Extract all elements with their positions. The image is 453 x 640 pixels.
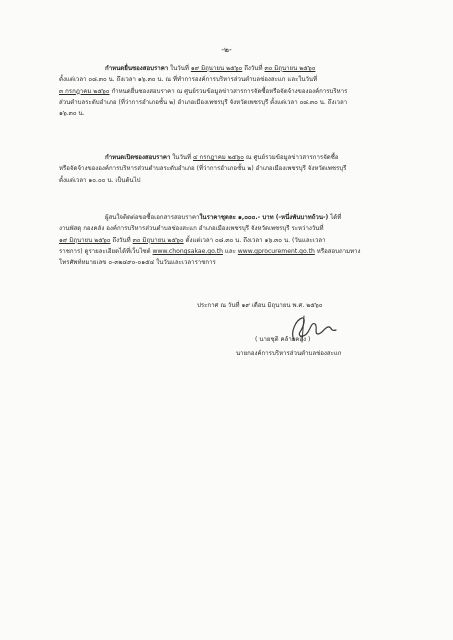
para1-date-end: ๓๐ มิถุนายน ๒๕๖๐ — [264, 65, 316, 72]
page-number: -๒- — [221, 45, 232, 54]
para3-line2: งานพัสดุ กองคลัง องค์การบริหารส่วนตำบลช่องสะแก อำเภอเมืองเพชรบุรี จังหวัดเพชรบุรี ระหว่างวันที่ — [59, 225, 324, 233]
para2-date-open: ๔ กรกฎาคม ๒๕๖๐ — [193, 154, 244, 161]
submission-schedule-paragraph — [59, 63, 404, 119]
para3-line1: ผู้สนใจติดต่อขอซื้อเอกสารสอบราคาในราคาชุดละ ๑,๐๐๐.- บาท (-หนึ่งพันบาทถ้วน-) ได้ที่ — [105, 214, 342, 221]
para1-date-submit: ๓ กรกฎาคม ๒๕๖๐ — [59, 87, 110, 95]
para3-line3: ๑๙ มิถุนายน ๒๕๖๐ ถึงวันที่ ๓๐ มิถุนายน ๒๕๖๐ ตั้งแต่เวลา ๐๘.๓๐ น. ถึงเวลา ๑๖.๓๐ น. (วันและเวลา — [59, 236, 326, 244]
para3-line4: ราชการ) ดูรายละเอียดได้ที่เว็บไซต์ www.chongsakae.go.th และ www.gprocurement.go.th หรือสอบถามทาง — [59, 247, 361, 255]
para2-heading: กำหนดเปิดซองสอบราคา — [105, 154, 171, 161]
para3-date-start: ๑๙ มิถุนายน ๒๕๖๐ — [59, 236, 111, 244]
para3-date-end: ๓๐ มิถุนายน ๒๕๖๐ — [132, 236, 184, 244]
document-purchase-paragraph — [59, 212, 404, 268]
para2-line2: หรือจัดจ้างขององค์การบริหารส่วนตำบลระดับอำเภอ (ที่ว่าการอำเภอชั้น ๒) อำเภอเมืองเพชรบุรี จังหวัดเพชรบุรี — [59, 165, 347, 173]
para1-date-start: ๑๙ มิถุนายน ๒๕๖๐ — [190, 65, 243, 72]
para1-line2: ตั้งแต่เวลา ๐๘.๓๐ น. ถึงเวลา ๑๖.๓๐ น. ณ ที่ทำการองค์การบริหารส่วนตำบลช่องสะแก และในวันที่ — [59, 76, 318, 84]
para2-line3: ตั้งแต่เวลา ๑๐.๐๐ น. เป็นต้นไป — [59, 176, 141, 184]
document-price: ในราคาชุดละ ๑,๐๐๐.- บาท (-หนึ่งพันบาทถ้วน-) — [199, 214, 329, 221]
para1-line3: ๓ กรกฎาคม ๒๕๖๐ กำหนดยื่นซองสอบราคา ณ ศูนย์รวมข้อมูลข่าวสารการจัดซื้อหรือจัดจ้างขององค์การบริหาร — [59, 87, 348, 95]
para3-line5: โทรศัพท์หมายเลข ๐-๓๒๔๙๐-๐๑๕๔ ในวันและเวลาราชการ — [59, 259, 216, 267]
para1-line4: ส่วนตำบลระดับอำเภอ (ที่ว่าการอำเภอชั้น ๒) อำเภอเมืองเพชรบุรี จังหวัดเพชรบุรี ตั้งแต่เวลา ๐๘.๓๐ น. ถึงเวลา — [59, 98, 348, 106]
website-link-chongsakae[interactable]: www.chongsakae.go.th — [152, 247, 223, 255]
para1-heading: กำหนดยื่นซองสอบราคา — [105, 65, 169, 72]
opening-schedule-paragraph — [59, 152, 404, 186]
website-link-gprocurement[interactable]: www.gprocurement.go.th — [237, 247, 315, 255]
document-page: -๒- กำหนดยื่นซองสอบราคา ในวันที่ ๑๙ มิถุนายน ๒๕๖๐ ถึงวันที่ ๓๐ มิถุนายน ๒๕๖๐ ตั้งแต่เวลา ๐๘.๓๐ น. ถึงเวลา ๑๖.๓๐ น. ณ ที่ทำการองค์การบริหารส่วนตำบลช่องสะแก และในวันที่ ๓ กรกฎาคม ๒๕๖๐ กำหนดยื่นซองสอบราคา ณ ศูนย์รวมข้อมูลข่าวสารการจัดซื้อหรือจัดจ้างขององค์การบริหาร ส่วนตำบลระดับอำเภอ (ที่ว่าการอำเภอชั้น ๒) อำเภอเมืองเพชรบุรี จังหวัดเพชรบุรี ตั้งแต่เวลา ๐๘.๓๐ น. ถึงเวลา ๑๖.๓๐ น. กำหนดเปิดซองสอบราคา ในวันที่ ๔ กรกฎาคม ๒๕๖๐ ณ ศูนย์รวมข้อมูลข่าวสารการจัดซื้อ หรือจัดจ้างขององค์การบริหารส่วนตำบลระดับอำเภอ (ที่ว่าการอำเภอชั้น ๒) อำเภอเมืองเพชรบุรี จังหวัดเพชรบุรี ตั้งแต่เวลา ๑๐.๐๐ น. เป็นต้นไป ผู้สนใจติดต่อขอซื้อเอกสารสอบราคาในราคาชุดละ ๑,๐๐๐.- บาท (-หนึ่งพันบาทถ้วน-) ได้ที่ งานพัสดุ กองคลัง องค์การบริหารส่วนตำบลช่องสะแก อำเภอเมืองเพชรบุรี จังหวัดเพชรบุรี ระหว่างวันที่ ๑๙ มิถุนายน ๒๕๖๐ ถึงวันที่ ๓๐ มิถุนายน ๒๕๖๐ ตั้งแต่เวลา ๐๘.๓๐ น. ถึงเวลา ๑๖.๓๐ น. (วันและเวลา ราชการ) ดูรายละเอียดได้ที่เว็บไซต์ www.chongsakae.go.th และ www.gprocurement.go.th หรือสอบถามทาง โทรศัพท์หมายเลข ๐-๓๒๔๙๐-๐๑๕๔ ในวันและเวลาราชการ ประกาศ ณ วันที่ ๑๙ เดือน มิถุนายน พ.ศ. ๒๕๖๐ ( นายชุติ คล้ายคลึง ) นายกองค์การบริหารส่วนตำบลช่องสะแก — [0, 0, 453, 640]
para2-line1: กำหนดเปิดซองสอบราคา ในวันที่ ๔ กรกฎาคม ๒๕๖๐ ณ ศูนย์รวมข้อมูลข่าวสารการจัดซื้อ — [105, 154, 339, 161]
para1-line5: ๑๖.๓๐ น. — [59, 110, 85, 118]
para1-line1: กำหนดยื่นซองสอบราคา ในวันที่ ๑๙ มิถุนายน ๒๕๖๐ ถึงวันที่ ๓๐ มิถุนายน ๒๕๖๐ — [105, 65, 316, 72]
